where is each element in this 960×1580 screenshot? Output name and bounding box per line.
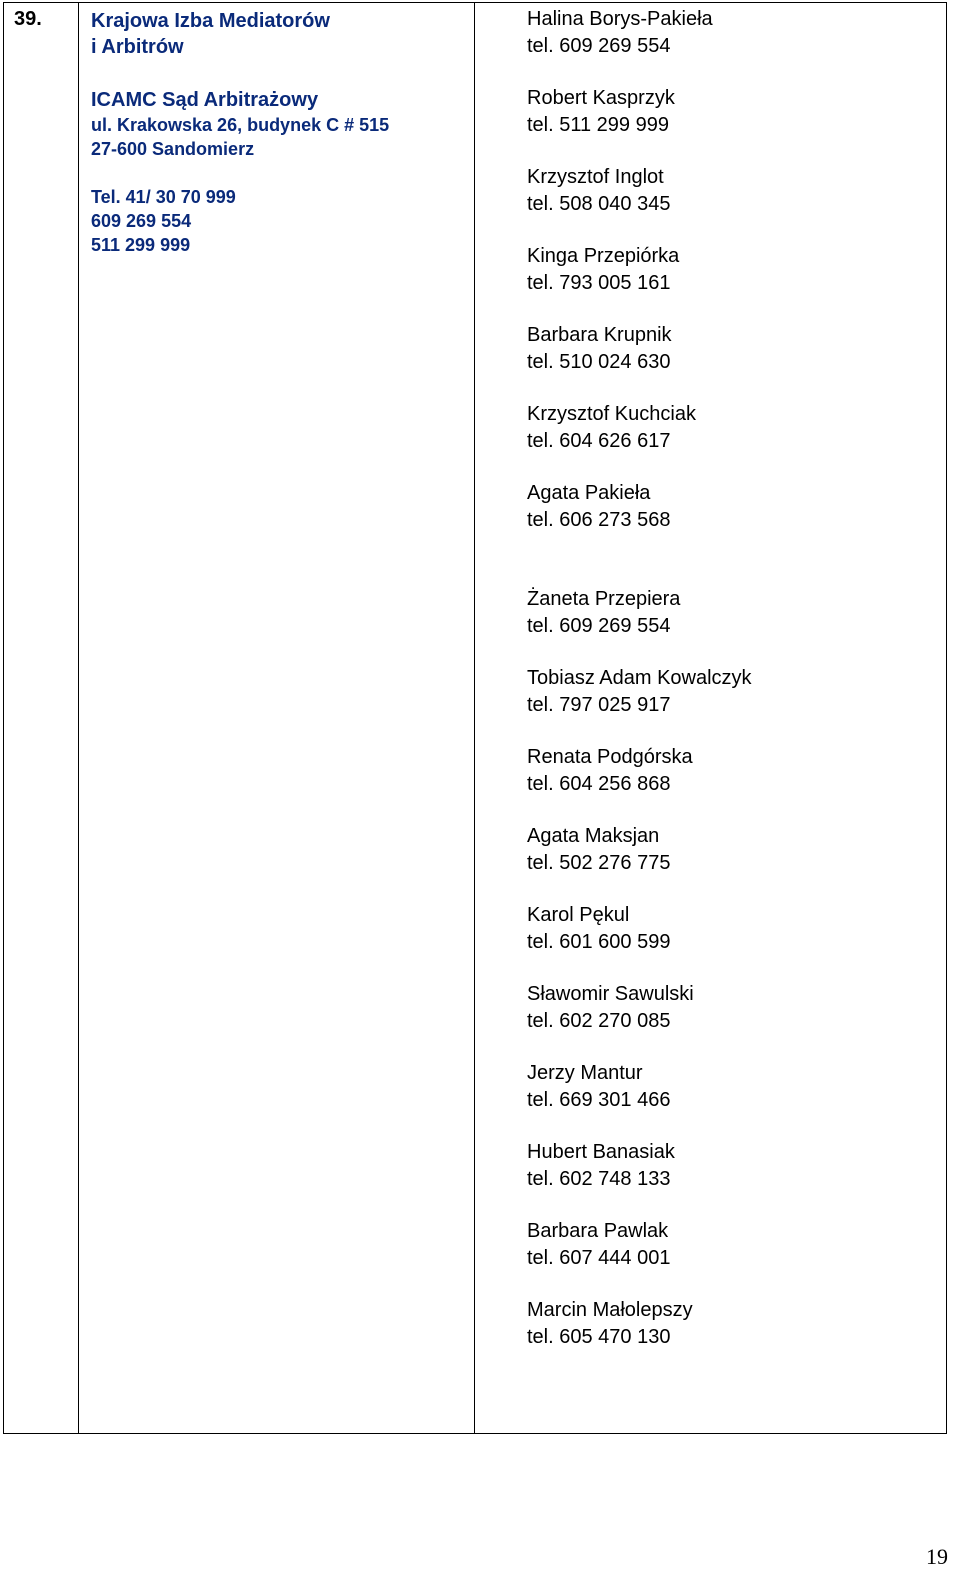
mediator-entry (527, 981, 947, 1034)
mediator-phone: tel. 511 299 999 (527, 113, 669, 136)
mediator-entry (527, 1297, 947, 1350)
mediator-phone: tel. 669 301 466 (527, 1088, 671, 1111)
mediator-name: Żaneta Przepiera (527, 588, 681, 610)
mediator-phone: tel. 602 748 133 (527, 1167, 671, 1190)
mediator-name: Barbara Pawlak (527, 1220, 669, 1242)
mediator-phone: tel. 604 256 868 (527, 772, 671, 795)
mediator-name: Kinga Przepiórka (527, 245, 680, 267)
mediator-phone: tel. 602 270 085 (527, 1009, 671, 1032)
mediator-name: Robert Kasprzyk (527, 87, 675, 109)
mediator-phone: tel. 606 273 568 (527, 508, 671, 531)
mediator-name: Renata Podgórska (527, 746, 693, 768)
mediator-phone: tel. 797 025 917 (527, 693, 671, 716)
organization-phone: 511 299 999 (91, 235, 191, 255)
organization-phones (91, 185, 466, 257)
mediator-name: Hubert Banasiak (527, 1141, 675, 1163)
mediator-entry (527, 902, 947, 955)
mediator-name: Tobiasz Adam Kowalczyk (527, 667, 752, 689)
mediator-phone: tel. 793 005 161 (527, 271, 671, 294)
court-name: ICAMC Sąd Arbitrażowy (91, 89, 319, 111)
mediator-name: Krzysztof Kuchciak (527, 403, 696, 425)
mediator-phone: tel. 604 626 617 (527, 429, 671, 452)
mediator-phone: tel. 609 269 554 (527, 34, 671, 57)
entry-number: 39. (14, 8, 42, 30)
mediator-entry (527, 823, 947, 876)
organization-name-line1: Krajowa Izba Mediatorów (91, 10, 330, 32)
mediator-entry (527, 401, 947, 454)
page-number: 19 (926, 1544, 948, 1569)
organization-phone: 609 269 554 (91, 211, 192, 231)
mediator-entry (527, 322, 947, 375)
mediator-entry (527, 665, 947, 718)
mediator-entry (527, 85, 947, 138)
mediator-entry (527, 243, 947, 296)
mediator-phone: tel. 607 444 001 (527, 1246, 671, 1269)
mediator-entry (527, 1139, 947, 1192)
mediator-entry (527, 6, 947, 59)
mediator-name: Barbara Krupnik (527, 324, 672, 346)
address-line2: 27-600 Sandomierz (91, 139, 255, 159)
mediator-entry (527, 164, 947, 217)
mediator-entry (527, 1218, 947, 1271)
organization-name-line2: i Arbitrów (91, 36, 184, 58)
column-divider-2 (474, 3, 475, 1433)
mediator-name: Sławomir Sawulski (527, 983, 694, 1005)
mediator-phone: tel. 510 024 630 (527, 350, 671, 373)
address-line1: ul. Krakowska 26, budynek C # 515 (91, 115, 390, 135)
mediator-phone: tel. 609 269 554 (527, 614, 671, 637)
mediator-name: Jerzy Mantur (527, 1062, 643, 1084)
mediators-list (527, 6, 947, 1350)
mediator-phone: tel. 605 470 130 (527, 1325, 671, 1348)
registry-table (3, 2, 947, 1434)
mediator-phone: tel. 601 600 599 (527, 930, 671, 953)
column-divider-1 (78, 3, 79, 1433)
mediator-name: Agata Pakieła (527, 482, 651, 504)
mediator-name: Marcin Małolepszy (527, 1299, 693, 1321)
mediator-name: Karol Pękul (527, 904, 630, 926)
mediator-name: Agata Maksjan (527, 825, 660, 847)
mediator-name: Halina Borys-Pakieła (527, 8, 713, 30)
organization-cell (91, 8, 466, 257)
mediator-entry (527, 1060, 947, 1113)
mediator-entry (527, 744, 947, 797)
organization-phone: Tel. 41/ 30 70 999 (91, 187, 236, 207)
mediator-entry (527, 480, 947, 533)
mediator-phone: tel. 502 276 775 (527, 851, 671, 874)
mediator-entry (527, 586, 947, 639)
mediator-phone: tel. 508 040 345 (527, 192, 671, 215)
court-block (91, 87, 466, 161)
mediator-name: Krzysztof Inglot (527, 166, 664, 188)
